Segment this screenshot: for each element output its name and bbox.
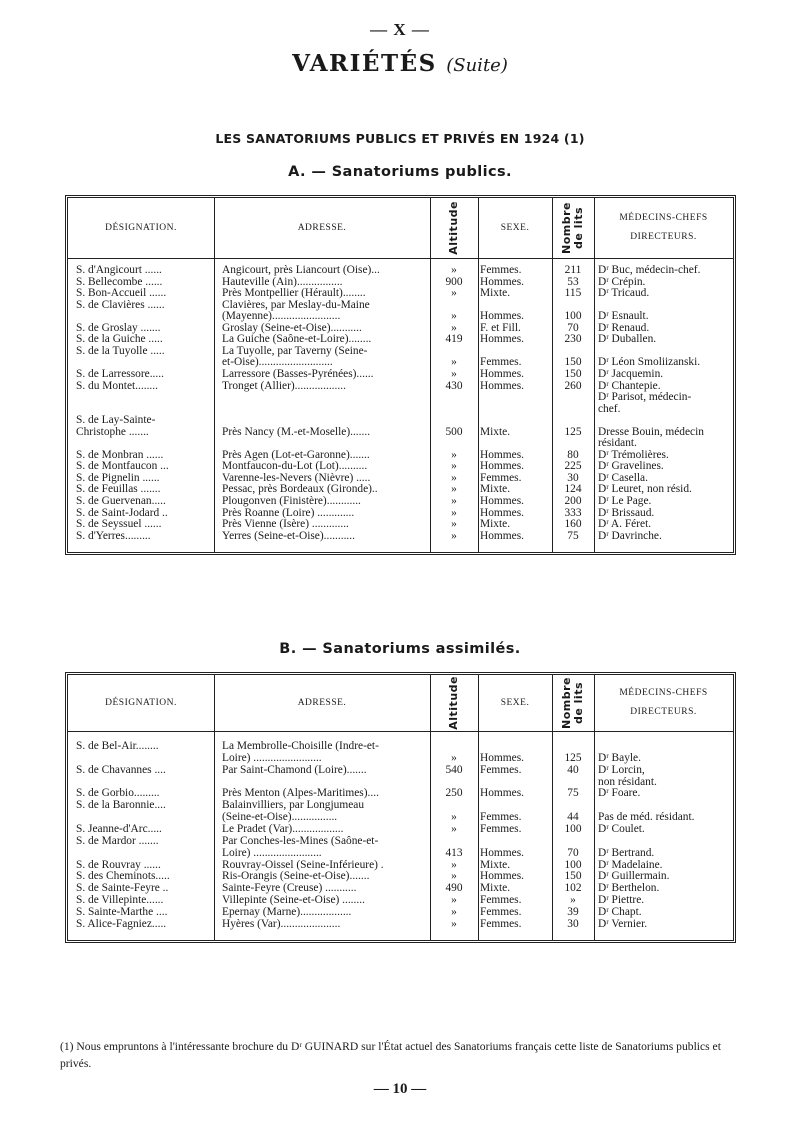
cell-medecin: Dresse Bouin, médecin <box>598 425 704 438</box>
cell-medecin: Dʳ Chapt. <box>598 905 642 918</box>
table-row <box>68 823 733 835</box>
cell-lits: 75 <box>567 787 579 800</box>
cell-altitude: » <box>451 356 457 369</box>
table-public-sanatoriums <box>65 195 736 555</box>
cell-designation: S. de la Baronnie.... <box>76 799 166 812</box>
cell-adresse: Groslay (Seine-et-Oise)........... <box>222 321 362 334</box>
cell-altitude: » <box>451 811 457 824</box>
cell-medecin: Dʳ Bertrand. <box>598 846 655 859</box>
page-number: — 10 — <box>373 1081 427 1097</box>
cell-sexe: Mixte. <box>480 858 511 871</box>
cell-adresse: Plougonven (Finistère)............ <box>222 495 361 507</box>
table-row <box>68 299 733 311</box>
cell-designation: Christophe ....... <box>76 425 149 438</box>
cell-medecin: Dʳ Davrinche. <box>598 529 662 542</box>
cell-altitude: » <box>451 529 457 542</box>
cell-lits: 102 <box>564 882 582 895</box>
table-row <box>68 787 733 799</box>
table-row <box>68 368 733 380</box>
cell-sexe: Hommes. <box>480 333 524 346</box>
table-assimilated-sanatoriums <box>65 672 736 943</box>
cell-designation: S. de Groslay ....... <box>76 321 161 334</box>
cell-adresse: Près Agen (Lot-et-Garonne)....... <box>222 448 370 461</box>
cell-altitude: » <box>451 264 457 276</box>
footnote: (1) Nous empruntons à l'intéressante brochure du Dʳ GUINARD sur l'État actuel des Sanatoriums français cette liste de Sanatoriums publics et privés. <box>60 1040 721 1070</box>
cell-altitude: 430 <box>445 379 463 392</box>
cell-lits: 125 <box>564 751 582 764</box>
cell-medecin: chef. <box>598 402 621 415</box>
cell-sexe: Hommes. <box>480 870 524 883</box>
cell-designation: S. Bon-Accueil ...... <box>76 287 167 300</box>
cell-medecin: Dʳ Casella. <box>598 471 648 484</box>
cell-adresse: Hyères (Var)..................... <box>222 917 341 930</box>
cell-lits: 30 <box>567 471 579 484</box>
col-header-adresse: ADRESSE. <box>297 223 347 233</box>
cell-adresse: Varenne-les-Nevers (Nièvre) ..... <box>222 471 371 484</box>
col-header-sexe: SEXE. <box>500 223 530 233</box>
cell-medecin: Dʳ Leuret, non résid. <box>598 483 692 496</box>
cell-adresse: Tronget (Allier).................. <box>222 379 346 392</box>
cell-designation: S. d'Angicourt ...... <box>76 264 162 276</box>
cell-adresse: et-Oise).......................... <box>222 356 333 369</box>
cell-sexe: Hommes. <box>480 506 524 519</box>
cell-lits: 260 <box>564 379 582 392</box>
table-row <box>68 333 733 345</box>
table-subtitle: LES SANATORIUMS PUBLICS ET PRIVÉS EN 1924 (1) <box>215 131 585 146</box>
cell-adresse: Villepinte (Seine-et-Oise) ........ <box>222 894 365 907</box>
cell-medecin: Dʳ Gravelines. <box>598 460 664 473</box>
cell-lits: 225 <box>564 460 582 473</box>
cell-designation: S. Bellecombe ...... <box>76 275 163 288</box>
cell-sexe: Hommes. <box>480 495 524 507</box>
cell-adresse: Près Vienne (Isère) ............. <box>222 518 349 531</box>
table-header <box>68 675 733 732</box>
cell-sexe: Hommes. <box>480 310 524 323</box>
table-row <box>68 847 733 859</box>
cell-lits: 150 <box>564 367 582 380</box>
cell-altitude: 250 <box>445 787 463 800</box>
cell-designation: S. de Monbran ...... <box>76 448 164 461</box>
cell-medecin: Dʳ Bayle. <box>598 751 641 764</box>
col-header-lits: Nombre de lits <box>559 202 585 254</box>
cell-sexe: Mixte. <box>480 483 511 496</box>
cell-adresse: Par Saint-Chamond (Loire)....... <box>222 763 367 776</box>
cell-lits: 39 <box>567 905 579 918</box>
cell-altitude: » <box>451 310 457 323</box>
cell-designation: S. de la Guiche ..... <box>76 333 163 346</box>
cell-designation: S. de Rouvray ...... <box>76 858 161 871</box>
cell-adresse: Larressore (Basses-Pyrénées)...... <box>222 367 374 380</box>
cell-altitude: 900 <box>445 275 463 288</box>
cell-medecin: Dʳ A. Féret. <box>598 518 652 531</box>
cell-altitude: » <box>451 894 457 907</box>
col-header-lits: Nombre de lits <box>559 677 585 729</box>
cell-lits: 70 <box>567 846 579 859</box>
cell-altitude: 419 <box>445 333 463 346</box>
cell-designation: S. de Sainte-Feyre .. <box>76 882 169 895</box>
cell-medecin: Dʳ Trémolières. <box>598 448 669 461</box>
cell-designation: S. de Larressore..... <box>76 367 164 380</box>
cell-sexe: Hommes. <box>480 367 524 380</box>
cell-medecin: Dʳ Brissaud. <box>598 506 655 519</box>
cell-lits: 75 <box>567 529 579 542</box>
cell-designation: S. de Clavières ...... <box>76 298 165 311</box>
table-row <box>68 518 733 530</box>
cell-medecin: Dʳ Chantepie. <box>598 379 661 392</box>
table-row <box>68 835 733 847</box>
cell-designation: S. de Feuillas ....... <box>76 483 161 496</box>
cell-adresse: Epernay (Marne).................. <box>222 905 352 918</box>
table-row <box>68 460 733 472</box>
cell-adresse: (Seine-et-Oise)................ <box>222 811 338 824</box>
cell-sexe: Femmes. <box>480 763 522 776</box>
cell-altitude: » <box>451 367 457 380</box>
cell-lits: 100 <box>564 310 582 323</box>
table-row <box>68 356 733 368</box>
cell-designation: S. de Gorbio......... <box>76 787 160 800</box>
cell-adresse: Clavières, par Meslay-du-Maine <box>222 298 370 311</box>
table-row <box>68 437 733 449</box>
cell-medecin: Dʳ Tricaud. <box>598 287 650 300</box>
cell-sexe: Mixte. <box>480 287 511 300</box>
cell-adresse: La Membrolle-Choisille (Indre-et- <box>222 740 379 752</box>
cell-altitude: » <box>451 518 457 531</box>
cell-lits: » <box>570 894 576 907</box>
cell-lits: 160 <box>564 518 582 531</box>
cell-lits: 230 <box>564 333 582 346</box>
cell-medecin: Dʳ Renaud. <box>598 321 650 334</box>
cell-lits: 115 <box>564 287 582 300</box>
cell-sexe: Mixte. <box>480 882 511 895</box>
cell-medecin: Dʳ Coulet. <box>598 822 645 835</box>
cell-designation: S. de Lay-Sainte- <box>76 414 156 427</box>
cell-sexe: Femmes. <box>480 356 522 369</box>
col-header-altitude: Altitude <box>446 201 460 255</box>
table-row <box>68 764 733 776</box>
col-header-medecins: MÉDECINS-CHEFS DIRECTEURS. <box>619 688 708 717</box>
table-row <box>68 894 733 906</box>
table-row <box>68 287 733 299</box>
cell-medecin: Dʳ Parisot, médecin- <box>598 391 692 404</box>
table-row <box>68 870 733 882</box>
cell-sexe: Mixte. <box>480 425 511 438</box>
col-header-adresse: ADRESSE. <box>297 698 347 708</box>
cell-adresse: Sainte-Feyre (Creuse) ........... <box>222 882 357 895</box>
table-row <box>68 882 733 894</box>
cell-sexe: Femmes. <box>480 811 522 824</box>
cell-sexe: Femmes. <box>480 264 522 276</box>
cell-designation: S. de Guervenan..... <box>76 495 166 507</box>
cell-adresse: Près Nancy (M.-et-Moselle)....... <box>222 425 371 438</box>
cell-altitude: 490 <box>445 882 463 895</box>
cell-adresse: Loire) ........................ <box>222 751 322 764</box>
cell-designation: S. de la Tuyolle ..... <box>76 344 165 357</box>
table-row <box>68 449 733 461</box>
cell-adresse: Près Menton (Alpes-Maritimes).... <box>222 787 379 800</box>
cell-medecin: Dʳ Crépin. <box>598 275 646 288</box>
cell-adresse: Rouvray-Oissel (Seine-Inférieure) . <box>222 858 384 871</box>
cell-adresse: Hauteville (Ain)................ <box>222 275 343 288</box>
cell-medecin: Dʳ Léon Smoliizanski. <box>598 356 701 369</box>
cell-lits: 100 <box>564 822 582 835</box>
cell-designation: S. de Saint-Jodard .. <box>76 506 168 519</box>
cell-adresse: Loire) ........................ <box>222 846 322 859</box>
cell-medecin: Dʳ Buc, médecin-chef. <box>598 264 701 276</box>
cell-altitude: » <box>451 905 457 918</box>
table-header <box>68 198 733 259</box>
col-header-sexe: SEXE. <box>500 698 530 708</box>
cell-sexe: F. et Fill. <box>480 321 521 334</box>
cell-designation: S. Sainte-Marthe .... <box>76 905 168 918</box>
cell-lits: 211 <box>564 264 582 276</box>
table-row <box>68 264 733 276</box>
table-row <box>68 906 733 918</box>
table-row <box>68 495 733 507</box>
cell-medecin: Dʳ Vernier. <box>598 917 648 930</box>
cell-sexe: Hommes. <box>480 787 524 800</box>
cell-sexe: Hommes. <box>480 275 524 288</box>
cell-adresse: (Mayenne)........................ <box>222 310 341 323</box>
cell-altitude: » <box>451 751 457 764</box>
cell-sexe: Hommes. <box>480 460 524 473</box>
cell-designation: S. Jeanne-d'Arc..... <box>76 822 162 835</box>
cell-lits: 333 <box>564 506 582 519</box>
cell-medecin: Dʳ Foare. <box>598 787 641 800</box>
cell-medecin: non résidant. <box>598 775 657 788</box>
cell-altitude: » <box>451 448 457 461</box>
cell-sexe: Femmes. <box>480 917 522 930</box>
cell-sexe: Hommes. <box>480 846 524 859</box>
cell-altitude: » <box>451 506 457 519</box>
table-row <box>68 799 733 811</box>
cell-designation: S. de Bel-Air........ <box>76 740 159 752</box>
table-row <box>68 859 733 871</box>
page-roman-numeral: — X — <box>370 20 430 39</box>
cell-sexe: Mixte. <box>480 518 511 531</box>
cell-designation: S. de Villepinte...... <box>76 894 164 907</box>
title-suffix: (Suite) <box>446 55 508 76</box>
cell-lits: 40 <box>567 763 579 776</box>
table-row <box>68 322 733 334</box>
section-a-title: A. — Sanatoriums publics. <box>288 164 512 180</box>
cell-adresse: Yerres (Seine-et-Oise)........... <box>222 529 355 542</box>
cell-sexe: Femmes. <box>480 894 522 907</box>
cell-adresse: Montfaucon-du-Lot (Lot).......... <box>222 460 368 473</box>
section-b-title: B. — Sanatoriums assimilés. <box>279 641 521 657</box>
cell-adresse: Le Pradet (Var).................. <box>222 822 344 835</box>
cell-sexe: Hommes. <box>480 751 524 764</box>
table-row <box>68 507 733 519</box>
cell-altitude: » <box>451 471 457 484</box>
cell-lits: 150 <box>564 870 582 883</box>
cell-medecin: Dʳ Berthelon. <box>598 882 660 895</box>
cell-lits: 100 <box>564 858 582 871</box>
cell-designation: S. du Montet........ <box>76 379 158 392</box>
cell-adresse: Près Montpellier (Hérault)........ <box>222 287 366 300</box>
table-row <box>68 776 733 788</box>
cell-medecin: Dʳ Esnault. <box>598 310 649 323</box>
cell-lits: 124 <box>564 483 582 496</box>
cell-lits: 125 <box>564 425 582 438</box>
cell-altitude: 540 <box>445 763 463 776</box>
cell-designation: S. d'Yerres......... <box>76 529 151 542</box>
cell-designation: S. de Pignelin ...... <box>76 471 160 484</box>
cell-adresse: Ris-Orangis (Seine-et-Oise)....... <box>222 870 370 883</box>
cell-altitude: » <box>451 917 457 930</box>
cell-sexe: Hommes. <box>480 448 524 461</box>
table-row <box>68 310 733 322</box>
cell-altitude: » <box>451 321 457 334</box>
cell-medecin: Dʳ Piettre. <box>598 894 645 907</box>
cell-altitude: » <box>451 287 457 300</box>
cell-designation: S. de Montfaucon ... <box>76 460 169 473</box>
table-row <box>68 391 733 403</box>
cell-sexe: Femmes. <box>480 471 522 484</box>
cell-medecin: Pas de méd. résidant. <box>598 811 695 824</box>
cell-altitude: » <box>451 460 457 473</box>
cell-altitude: » <box>451 483 457 496</box>
cell-designation: S. de Seyssuel ...... <box>76 518 162 531</box>
cell-sexe: Femmes. <box>480 822 522 835</box>
cell-altitude: 500 <box>445 425 463 438</box>
cell-lits: 70 <box>567 321 579 334</box>
cell-sexe: Hommes. <box>480 529 524 542</box>
cell-designation: S. Alice-Fagniez..... <box>76 917 167 930</box>
cell-lits: 44 <box>567 811 579 824</box>
cell-adresse: Pessac, près Bordeaux (Gironde).. <box>222 483 378 496</box>
col-header-designation: DÉSIGNATION. <box>105 698 177 708</box>
table-row <box>68 345 733 357</box>
table-row <box>68 380 733 392</box>
cell-designation: S. de Mardor ....... <box>76 834 159 847</box>
col-header-altitude: Altitude <box>446 676 460 730</box>
cell-lits: 53 <box>567 275 579 288</box>
title-text: VARIÉTÉS <box>292 50 437 77</box>
table-row <box>68 472 733 484</box>
cell-adresse: Balainvilliers, par Longjumeau <box>222 799 365 812</box>
table-row <box>68 811 733 823</box>
cell-lits: 30 <box>567 917 579 930</box>
cell-sexe: Hommes. <box>480 379 524 392</box>
cell-designation: S. de Chavannes .... <box>76 763 166 776</box>
page-title <box>0 50 800 77</box>
cell-medecin: Dʳ Jacquemin. <box>598 367 664 380</box>
table-row <box>68 530 733 542</box>
table-row <box>68 752 733 764</box>
cell-lits: 200 <box>564 495 582 507</box>
cell-altitude: » <box>451 870 457 883</box>
table-row <box>68 426 733 438</box>
cell-altitude: 413 <box>445 846 463 859</box>
col-header-medecins: MÉDECINS-CHEFS DIRECTEURS. <box>619 213 708 242</box>
cell-altitude: » <box>451 822 457 835</box>
table-row <box>68 740 733 752</box>
cell-adresse: La Guiche (Saône-et-Loire)........ <box>222 333 372 346</box>
cell-designation: S. des Cheminots..... <box>76 870 170 883</box>
table-row <box>68 403 733 415</box>
table-row <box>68 276 733 288</box>
cell-lits: 150 <box>564 356 582 369</box>
table-row <box>68 414 733 426</box>
cell-sexe: Femmes. <box>480 905 522 918</box>
cell-medecin: Dʳ Guillermain. <box>598 870 670 883</box>
cell-adresse: La Tuyolle, par Taverny (Seine- <box>222 344 368 357</box>
cell-altitude: » <box>451 858 457 871</box>
cell-medecin: Dʳ Le Page. <box>598 495 652 507</box>
cell-medecin: résidant. <box>598 437 637 450</box>
cell-medecin: Dʳ Lorcin, <box>598 763 645 776</box>
table-row <box>68 918 733 930</box>
cell-medecin: Dʳ Madelaine. <box>598 858 663 871</box>
table-row <box>68 483 733 495</box>
cell-adresse: Près Roanne (Loire) ............. <box>222 506 355 519</box>
cell-altitude: » <box>451 495 457 507</box>
cell-adresse: Angicourt, près Liancourt (Oise)... <box>222 264 380 276</box>
cell-medecin: Dʳ Duballen. <box>598 333 657 346</box>
cell-adresse: Par Conches-les-Mines (Saône-et- <box>222 834 379 847</box>
col-header-designation: DÉSIGNATION. <box>105 223 177 233</box>
cell-lits: 80 <box>567 448 579 461</box>
